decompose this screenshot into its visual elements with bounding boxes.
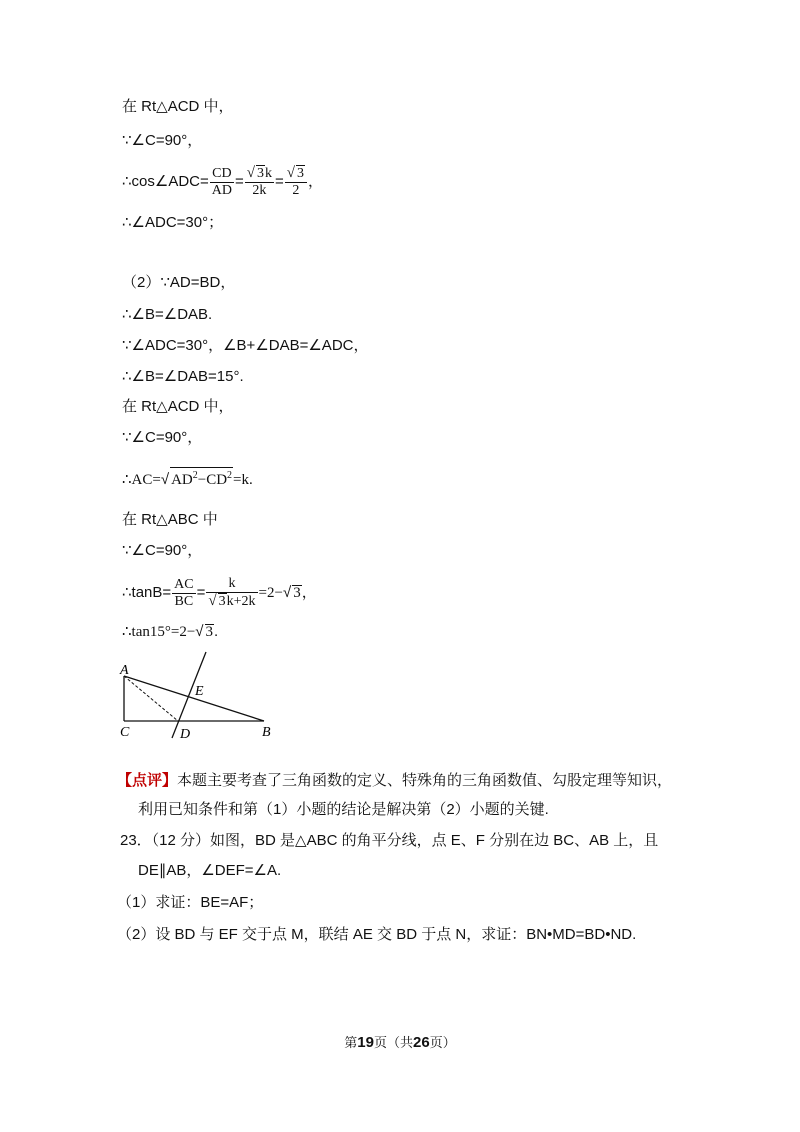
footer-text: 第 (344, 1035, 358, 1050)
text-line: ∴∠B=∠DAB=15°. (122, 368, 244, 385)
equals-sign: = (275, 173, 284, 190)
formula-prefix: ∴tan15°=2− (122, 624, 196, 640)
formula-prefix: ∴AC= (122, 472, 161, 488)
exponent: 2 (192, 470, 198, 481)
review-tag: 【点评】 (117, 772, 178, 789)
problem-23-line-2: DE∥AB，∠DEF=∠A. (138, 862, 282, 879)
page-footer (0, 1032, 800, 1051)
fraction-numerator: k (206, 576, 257, 593)
formula-suffix: =k. (233, 472, 253, 488)
geometry-figure (114, 648, 284, 740)
fraction-numerator: AC (174, 576, 194, 592)
equals-term: =2− (258, 585, 283, 601)
text-line: ∵∠ADC=30°，∠B+∠DAB=∠ADC， (122, 337, 369, 354)
tan-formula-line (122, 574, 317, 612)
radical-sign: √ (195, 623, 204, 640)
text-line: （2）∵AD=BD， (122, 274, 236, 291)
radical-sign: √ (208, 593, 217, 610)
radicand-term: AD (171, 472, 193, 488)
fraction-numerator (245, 165, 274, 183)
footer-text: 页（共 (373, 1035, 413, 1050)
fraction-k-over-root3k-plus-2k (206, 576, 257, 610)
fraction-root3-2 (285, 165, 307, 199)
footer-text: 页） (429, 1035, 456, 1050)
radicand-term: −CD (197, 472, 228, 488)
radicand: 3 (205, 624, 214, 640)
radicand: 3 (293, 585, 301, 601)
total-pages: 26 (413, 1034, 430, 1051)
radicand: 3 (257, 166, 264, 182)
text-line: ∵∠C=90°， (122, 132, 203, 149)
fraction-cd-ad (210, 166, 234, 199)
numerator-tail: k (265, 166, 272, 182)
radicand: 3 (218, 594, 226, 610)
fraction-numerator (285, 165, 307, 183)
equals-sign: = (196, 584, 206, 601)
problem-23-part-2: （2）设 BD 与 EF 交于点 M，联结 AE 交 BD 于点 N，求证：BN•MD=BD•ND. (117, 926, 637, 943)
text-line: 在 Rt△ACD 中， (122, 398, 234, 415)
ac-formula-line (122, 466, 253, 494)
text-line: 在 Rt△ABC 中 (122, 511, 218, 528)
text-line: ∴∠ADC=30°； (122, 214, 224, 231)
formula-suffix: ， (301, 584, 317, 601)
label-b: B (262, 725, 271, 740)
exponent: 2 (227, 470, 233, 481)
page-number: 19 (357, 1034, 374, 1051)
review-text: 本题主要考查了三角函数的定义、特殊角的三角函数值、勾股定理等知识， (177, 772, 673, 789)
radical-sign: √ (286, 165, 295, 182)
review-line-2: 利用已知条件和第（1）小题的结论是解决第（2）小题的关键. (138, 801, 549, 818)
fraction-numerator: CD (210, 166, 234, 183)
fraction-denominator: AD (211, 182, 232, 198)
fraction-denominator: BC (174, 593, 194, 609)
label-e: E (195, 684, 204, 699)
text-line: ∵∠C=90°， (122, 542, 203, 559)
radicand: 3 (297, 166, 304, 182)
text-line: 在 Rt△ACD 中， (122, 98, 234, 115)
fraction-denominator (206, 593, 257, 610)
formula-prefix: ∴cos∠ADC= (122, 173, 209, 190)
text-line: ∵∠C=90°， (122, 429, 203, 446)
tan15-line (122, 622, 218, 642)
text-line: ∴∠B=∠DAB. (122, 306, 213, 323)
label-d: D (180, 727, 191, 740)
fraction-denominator: 2k (252, 183, 267, 199)
label-c: C (120, 725, 130, 740)
fraction-denominator: 2 (292, 183, 300, 199)
formula-suffix: ， (308, 173, 324, 190)
radical-sign: √ (246, 165, 255, 182)
review-line-1 (117, 771, 672, 791)
fraction-ac-bc (172, 577, 195, 610)
formula-suffix: . (214, 623, 219, 640)
label-a: A (120, 663, 129, 678)
cos-formula-line (122, 165, 323, 199)
denominator-tail: k+2k (226, 594, 256, 610)
radical-sign: √ (160, 471, 170, 488)
radical-sign: √ (282, 584, 292, 601)
radicand (170, 467, 233, 488)
equals-sign: = (235, 173, 244, 190)
fraction-root3k-2k (245, 165, 274, 199)
problem-23-part-1: （1）求证：BE=AF； (117, 894, 264, 911)
formula-prefix: ∴tanB= (122, 584, 172, 601)
segment-ad-dashed (124, 676, 178, 721)
problem-23-line-1: 23．（12 分）如图，BD 是△ABC 的角平分线，点 E、F 分别在边 BC、AB 上，且 (120, 832, 659, 849)
